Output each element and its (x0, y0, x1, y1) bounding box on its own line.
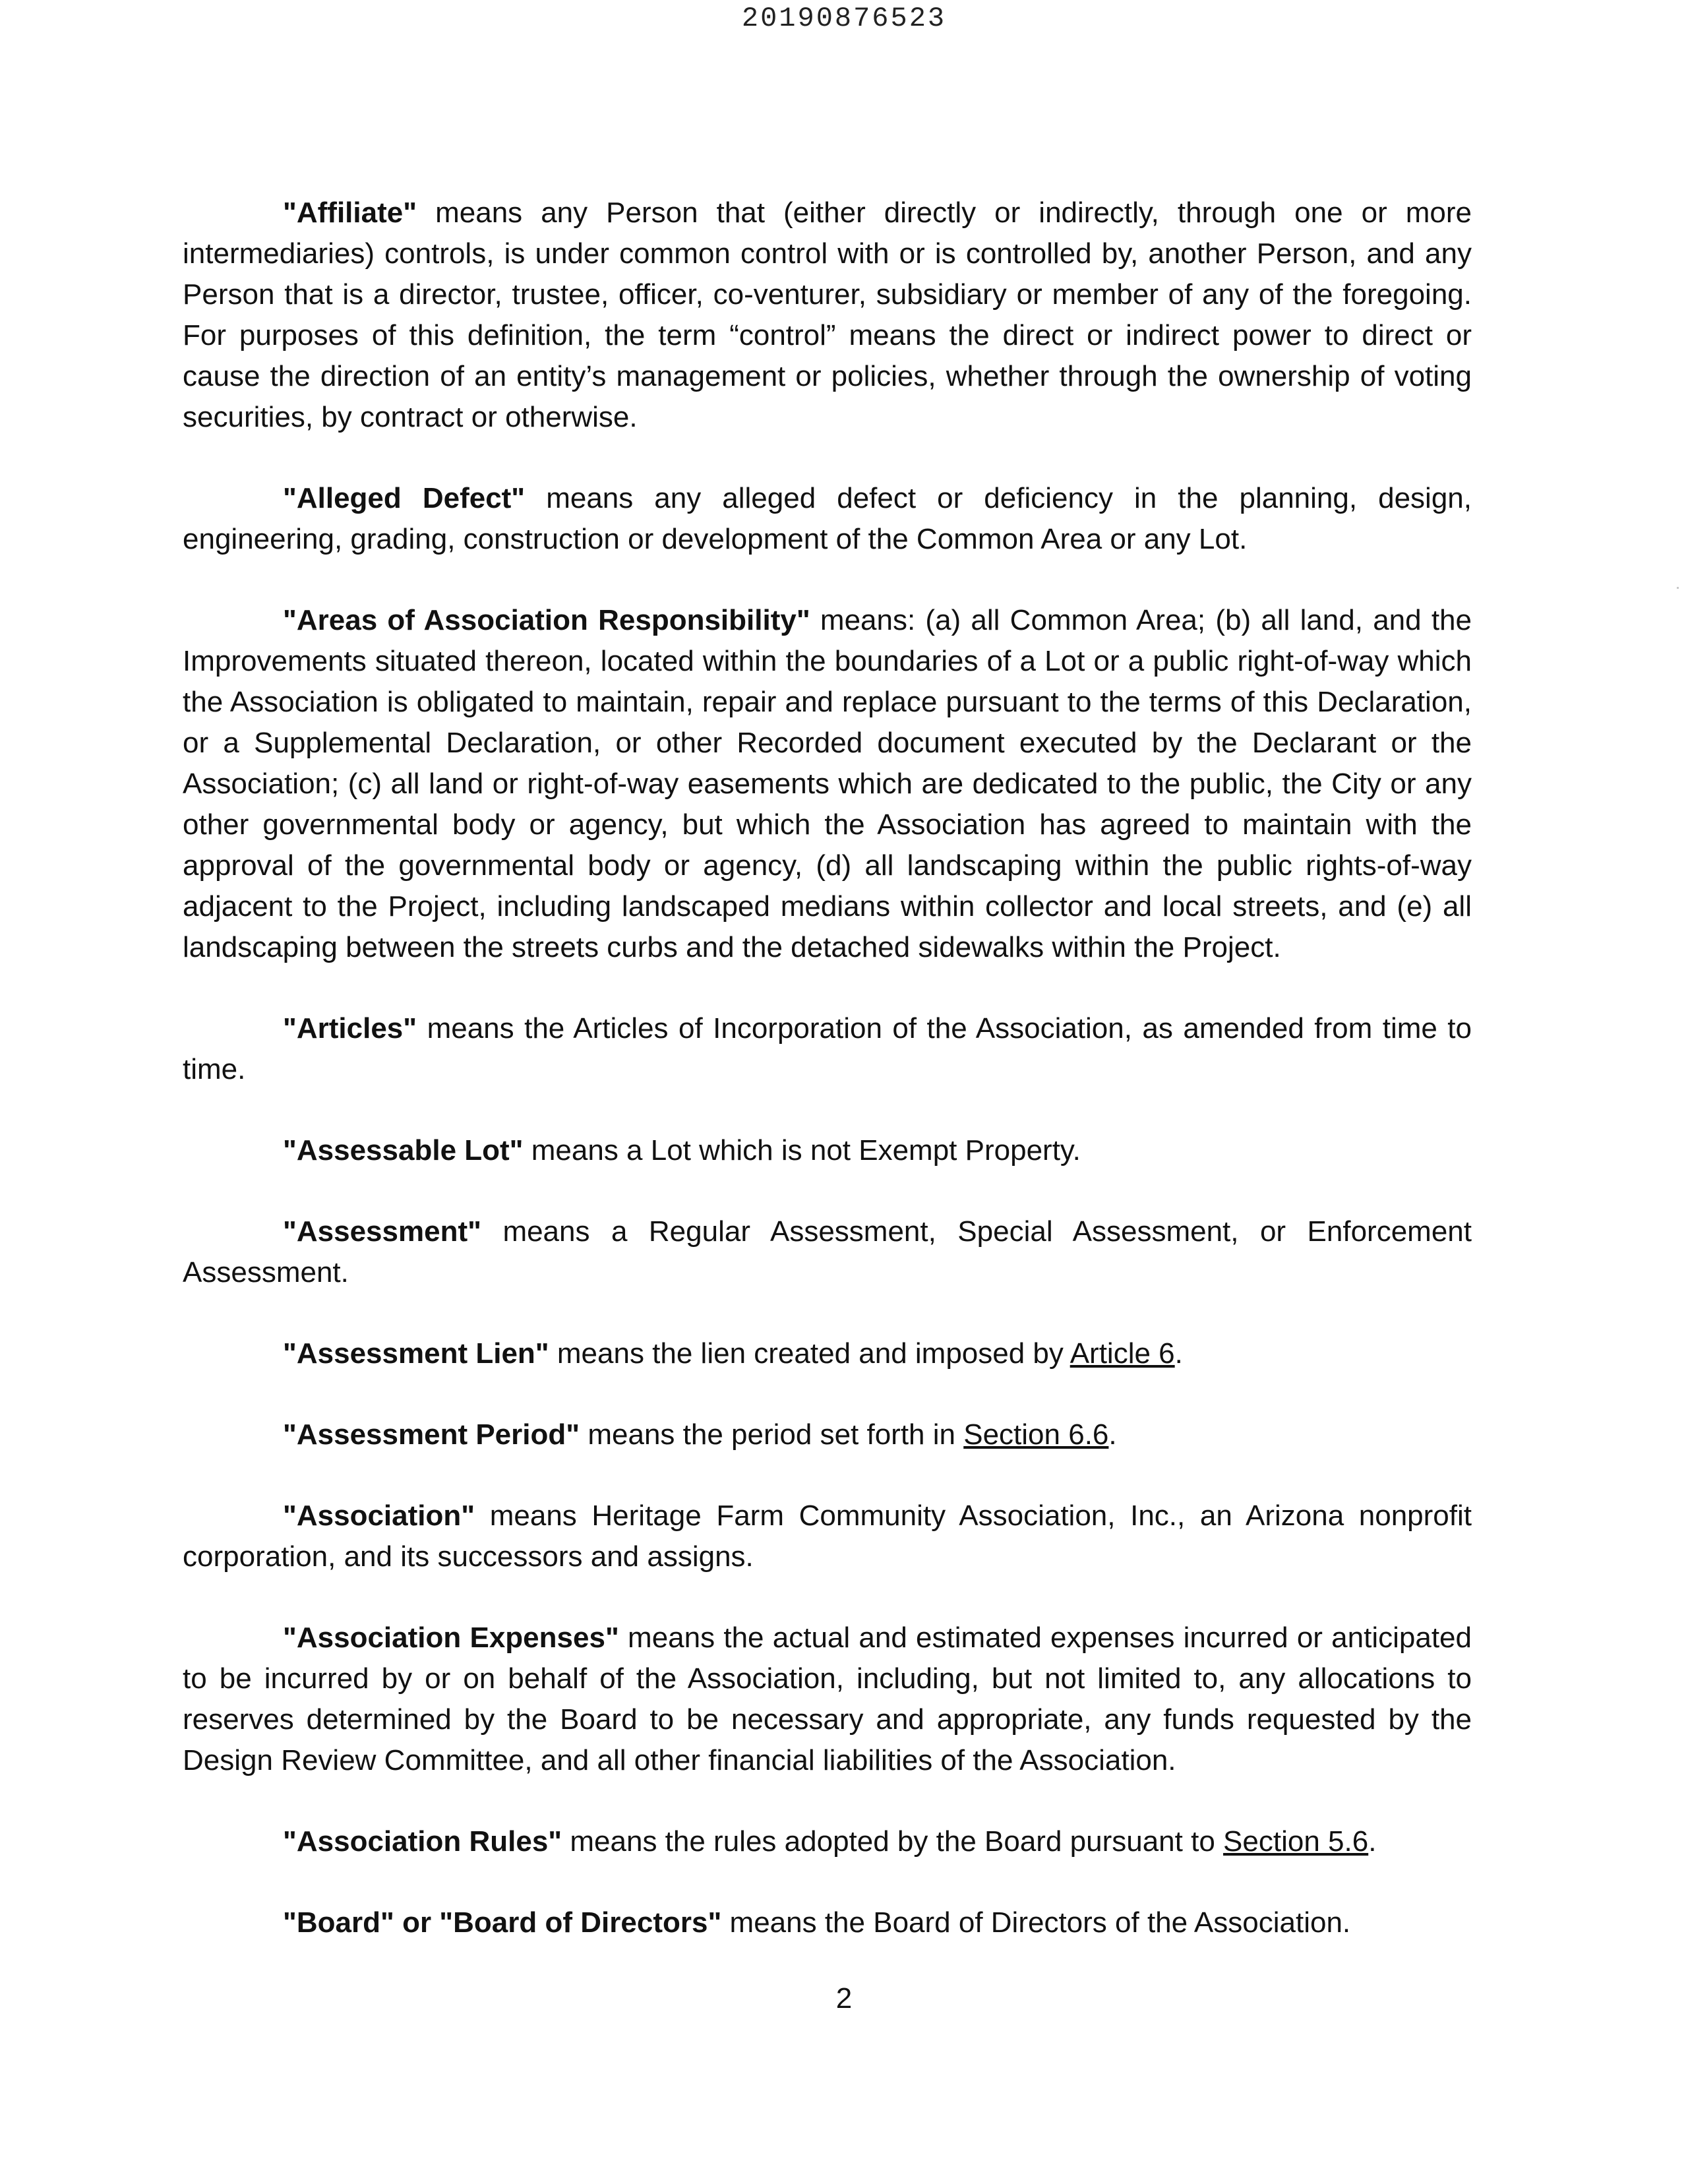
definitions-section (183, 193, 1472, 1943)
defined-term: "Assessment Period" (283, 1418, 580, 1451)
definition-text: means: (a) all Common Area; (b) all land, and the Improvements situated thereon, located within the boundaries of a Lot or a public right-of-way which the Association is obligated to maintain, repair and replace pursuant to the terms of this Declaration, or a Supplemental Declaration, or other Recorded document executed by the Declarant or the Association; (c) all land or right-of-way easements which are dedicated to the public, the City or any other governmental body or agency, but which the Association has agreed to maintain with the approval of the governmental body or agency, (d) all landscaping within the public rights-of-way adjacent to the Project, including landscaped medians within collector and local streets, and (e) all landscaping between the streets curbs and the detached sidewalks within the Project. (183, 604, 1472, 963)
defined-term: "Affiliate" (283, 197, 417, 229)
definition-association-expenses (183, 1618, 1472, 1781)
definition-assessment (183, 1211, 1472, 1293)
definition-articles (183, 1008, 1472, 1090)
definition-text-end: . (1108, 1418, 1117, 1451)
defined-term: "Board" or "Board of Directors" (283, 1906, 722, 1939)
definition-text: means the lien created and imposed by (549, 1337, 1070, 1370)
defined-term: "Association Expenses" (283, 1622, 619, 1654)
defined-term: "Assessment Lien" (283, 1337, 549, 1370)
definition-board (183, 1902, 1472, 1943)
definition-text: means a Lot which is not Exempt Property. (523, 1134, 1081, 1167)
definition-text: means any alleged defect or deficiency in the planning, design, engineering, grading, construction or development of the Common Area or any Lot. (183, 482, 1472, 555)
definition-affiliate (183, 193, 1472, 438)
page-number: 2 (835, 1982, 853, 2015)
scan-speck (1677, 587, 1679, 589)
defined-term: "Alleged Defect" (283, 482, 526, 514)
defined-term: "Association" (283, 1500, 475, 1532)
defined-term: "Assessable Lot" (283, 1134, 524, 1167)
definition-assessable-lot (183, 1130, 1472, 1171)
definition-text: means the rules adopted by the Board pursuant to (562, 1825, 1224, 1858)
cross-reference-section-6-6: Section 6.6 (963, 1418, 1109, 1451)
definition-alleged-defect (183, 478, 1472, 560)
definition-association-rules (183, 1821, 1472, 1862)
recording-number: 20190876523 (741, 3, 947, 34)
definition-text: means a Regular Assessment, Special Assessment, or Enforcement Assessment. (183, 1215, 1472, 1289)
definition-text: means Heritage Farm Community Association, Inc., an Arizona nonprofit corporation, and its successors and assigns. (183, 1500, 1472, 1573)
cross-reference-section-5-6: Section 5.6 (1223, 1825, 1369, 1858)
defined-term: "Areas of Association Responsibility" (283, 604, 810, 636)
definition-areas-of-association-responsibility (183, 600, 1472, 968)
definition-association (183, 1496, 1472, 1577)
defined-term: "Articles" (283, 1012, 417, 1045)
definition-text: means the Board of Directors of the Association. (721, 1906, 1351, 1939)
definition-text: means any Person that (either directly or indirectly, through one or more intermediaries) controls, is under common control with or is controlled by, another Person, and any Person that is a director, trustee, officer, co-venturer, subsidiary or member of any of the foregoing. For purposes of this definition, the term “control” means the direct or indirect power to direct or cause the direction of an entity’s management or policies, whether through the ownership of voting securities, by contract or otherwise. (183, 197, 1472, 433)
definition-text-end: . (1368, 1825, 1377, 1858)
definition-text-end: . (1174, 1337, 1183, 1370)
defined-term: "Association Rules" (283, 1825, 562, 1858)
definition-text: means the actual and estimated expenses incurred or anticipated to be incurred by or on behalf of the Association, including, but not limited to, any allocations to reserves determined by the Board to be necessary and appropriate, any funds requested by the Design Review Committee, and all other financial liabilities of the Association. (183, 1622, 1472, 1776)
definition-assessment-period (183, 1414, 1472, 1455)
definition-assessment-lien (183, 1333, 1472, 1374)
definition-text: means the Articles of Incorporation of the Association, as amended from time to time. (183, 1012, 1472, 1085)
defined-term: "Assessment" (283, 1215, 481, 1248)
cross-reference-article-6: Article 6 (1070, 1337, 1175, 1370)
definition-text: means the period set forth in (580, 1418, 964, 1451)
